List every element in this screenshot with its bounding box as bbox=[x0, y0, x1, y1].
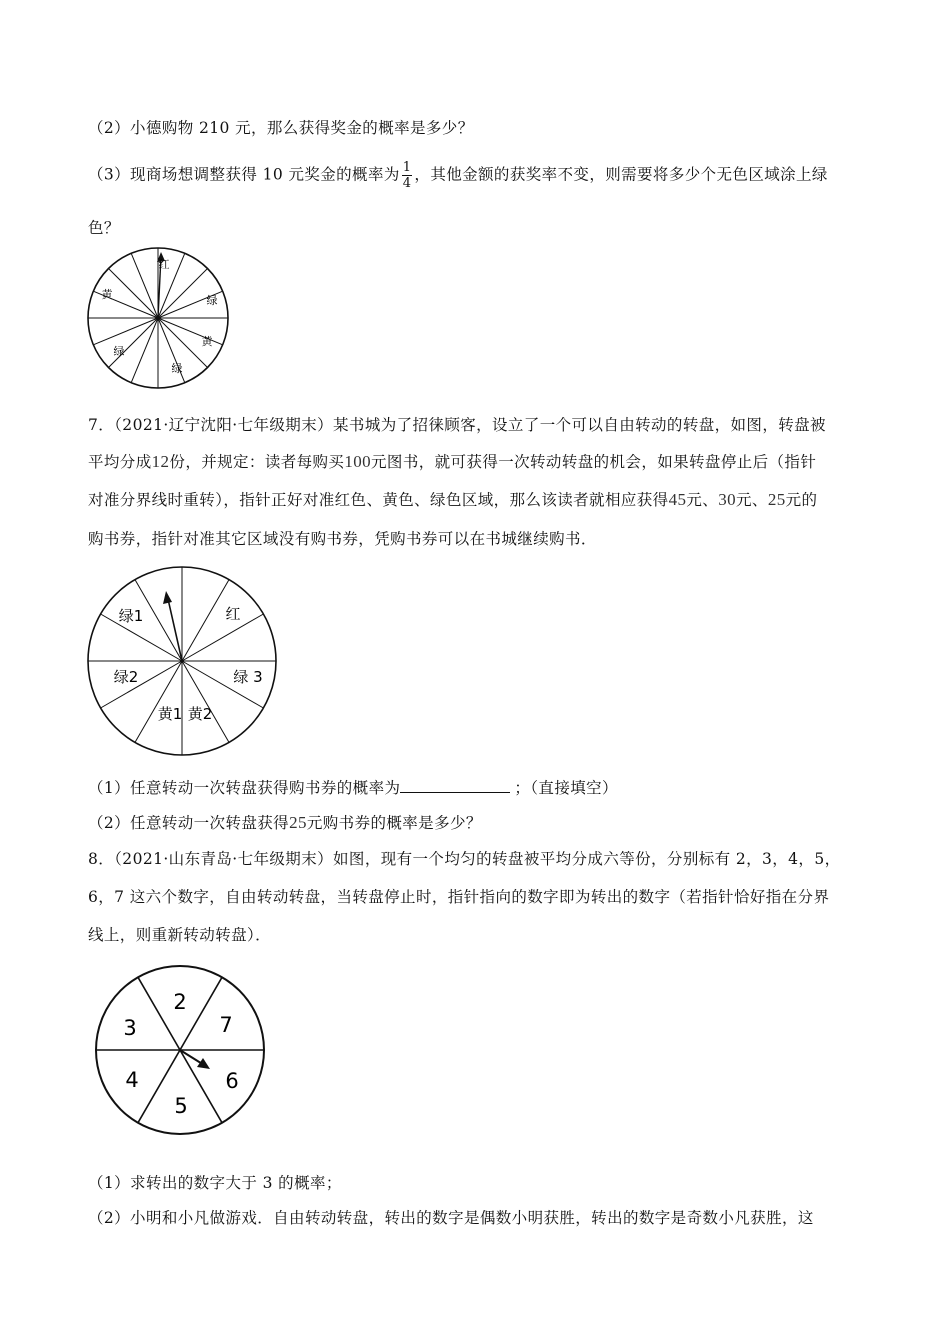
q7-spinner-figure bbox=[86, 565, 278, 757]
q7-line3-text: 对准分界线时重转），指针正好对准红色、黄色、绿色区域，那么该读者就相应获得 bbox=[88, 491, 669, 509]
q7-sub2-text-a: （2）任意转动一次转盘获得 bbox=[88, 814, 290, 832]
sector-number-3: 3 bbox=[123, 1016, 137, 1040]
q7-line2-a: 平均分成 bbox=[88, 453, 152, 471]
answer-blank[interactable] bbox=[400, 778, 510, 793]
sector-label-green-2: 绿2 bbox=[113, 668, 139, 686]
sector-label-green-1: 绿1 bbox=[118, 607, 144, 625]
sector-number-5: 5 bbox=[174, 1094, 188, 1118]
sector-label-yellow-2: 黄2 bbox=[187, 705, 213, 723]
sector-number-4: 4 bbox=[125, 1068, 139, 1092]
q7-line2 bbox=[88, 450, 816, 472]
spinner-divider-line bbox=[109, 318, 159, 368]
spinner-divider-line bbox=[182, 661, 229, 742]
sector-label-red: 红 bbox=[158, 258, 170, 271]
q7-line2-c: 元图书，就可获得一次转动转盘的机会，如果转盘停止后（指针 bbox=[371, 453, 817, 471]
spinner-divider-line bbox=[158, 269, 208, 319]
q6-part3-end: 色？ bbox=[88, 219, 120, 237]
sector-label-yellow-1: 黄 bbox=[101, 288, 113, 301]
pointer-arrowhead-icon bbox=[163, 591, 172, 604]
sector-label-yellow-1: 黄1 bbox=[157, 705, 183, 723]
q7-number-30: 30 bbox=[718, 490, 736, 509]
q7-yuan-2: 元、 bbox=[736, 491, 768, 509]
q7-number-100: 100 bbox=[344, 452, 372, 471]
sector-number-7: 7 bbox=[219, 1013, 233, 1037]
q7-line4: 购书券，指针对准其它区域没有购书券，凭购书券可以在书城继续购书． bbox=[88, 530, 597, 548]
q8-line3: 线上，则重新转动转盘）． bbox=[88, 926, 272, 944]
q7-yuan-1: 元、 bbox=[686, 491, 719, 509]
fraction-one-quarter bbox=[402, 160, 413, 191]
pointer-arrow-icon bbox=[168, 599, 182, 661]
spinner-divider-line bbox=[182, 614, 263, 661]
q7-line2-b: 份，并规定：读者每购买 bbox=[169, 453, 345, 471]
q7-number-25: 25 bbox=[767, 490, 786, 509]
q7-sub1 bbox=[88, 776, 618, 798]
spinner-divider-line bbox=[182, 580, 229, 661]
pointer-arrowhead-icon bbox=[197, 1058, 210, 1069]
q6-spinner-figure bbox=[86, 246, 230, 390]
spinner-divider-line bbox=[135, 661, 182, 742]
q7-sub2-text-b: 元购书券的概率是多少？ bbox=[306, 814, 482, 832]
sector-number-6: 6 bbox=[225, 1069, 239, 1093]
spinner-divider-line bbox=[158, 318, 208, 368]
fraction-denominator: 4 bbox=[402, 176, 412, 191]
q6-part2: （2）小德购物 210 元，那么获得奖金的概率是多少？ bbox=[88, 119, 474, 137]
q7-yuan-3: 元的 bbox=[785, 491, 818, 509]
sector-label-red: 红 bbox=[225, 605, 241, 623]
q6-part3 bbox=[88, 160, 828, 191]
fraction-numerator: 1 bbox=[402, 160, 412, 175]
q6-part3-text-b: ，其他金额的获奖率不变，则需要将多少个无色区域涂上绿 bbox=[414, 165, 828, 184]
q7-sub2 bbox=[88, 811, 482, 833]
q8-line2: 6，7 这六个数字，自由转动转盘，当转盘停止时，指针指向的数字即为转出的数字（若指针恰好指在分界 bbox=[88, 888, 830, 906]
sector-label-yellow-2: 黄 bbox=[201, 335, 213, 348]
q7-sub1-text: （1）任意转动一次转盘获得购书券的概率为 bbox=[88, 779, 401, 797]
q7-number-12: 12 bbox=[151, 452, 170, 471]
q8-sub1: （1）求转出的数字大于 3 的概率； bbox=[88, 1174, 342, 1192]
q8-line1: 8．（2021·山东青岛·七年级期末）如图，现有一个均匀的转盘被平均分成六等份，分别标有 2，3，4，5， bbox=[88, 850, 841, 868]
q7-sub2-number: 25 bbox=[289, 813, 307, 832]
q6-part3-text-a: （3）现商场想调整获得 10 元奖金的概率为 bbox=[88, 165, 400, 184]
q8-sub2: （2）小明和小凡做游戏．自由转动转盘，转出的数字是偶数小明获胜，转出的数字是奇数小凡获胜，这 bbox=[88, 1209, 814, 1227]
sector-label-green-1: 绿 bbox=[206, 294, 218, 307]
sector-label-green-3: 绿 3 bbox=[233, 668, 263, 686]
spinner-divider-line bbox=[109, 269, 159, 319]
q7-number-45: 45 bbox=[668, 490, 687, 509]
q7-sub1-suffix: ；（直接填空） bbox=[514, 779, 618, 797]
sector-label-green-2: 绿 bbox=[113, 345, 125, 358]
q7-line1: 7．（2021·辽宁沈阳·七年级期末）某书城为了招徕顾客，设立了一个可以自由转动的转盘，如图，转盘被 bbox=[88, 416, 826, 434]
sector-label-green-3: 绿 bbox=[171, 362, 183, 375]
q8-spinner-figure bbox=[94, 960, 274, 1140]
sector-number-2: 2 bbox=[173, 990, 187, 1014]
q7-line3 bbox=[88, 488, 817, 510]
